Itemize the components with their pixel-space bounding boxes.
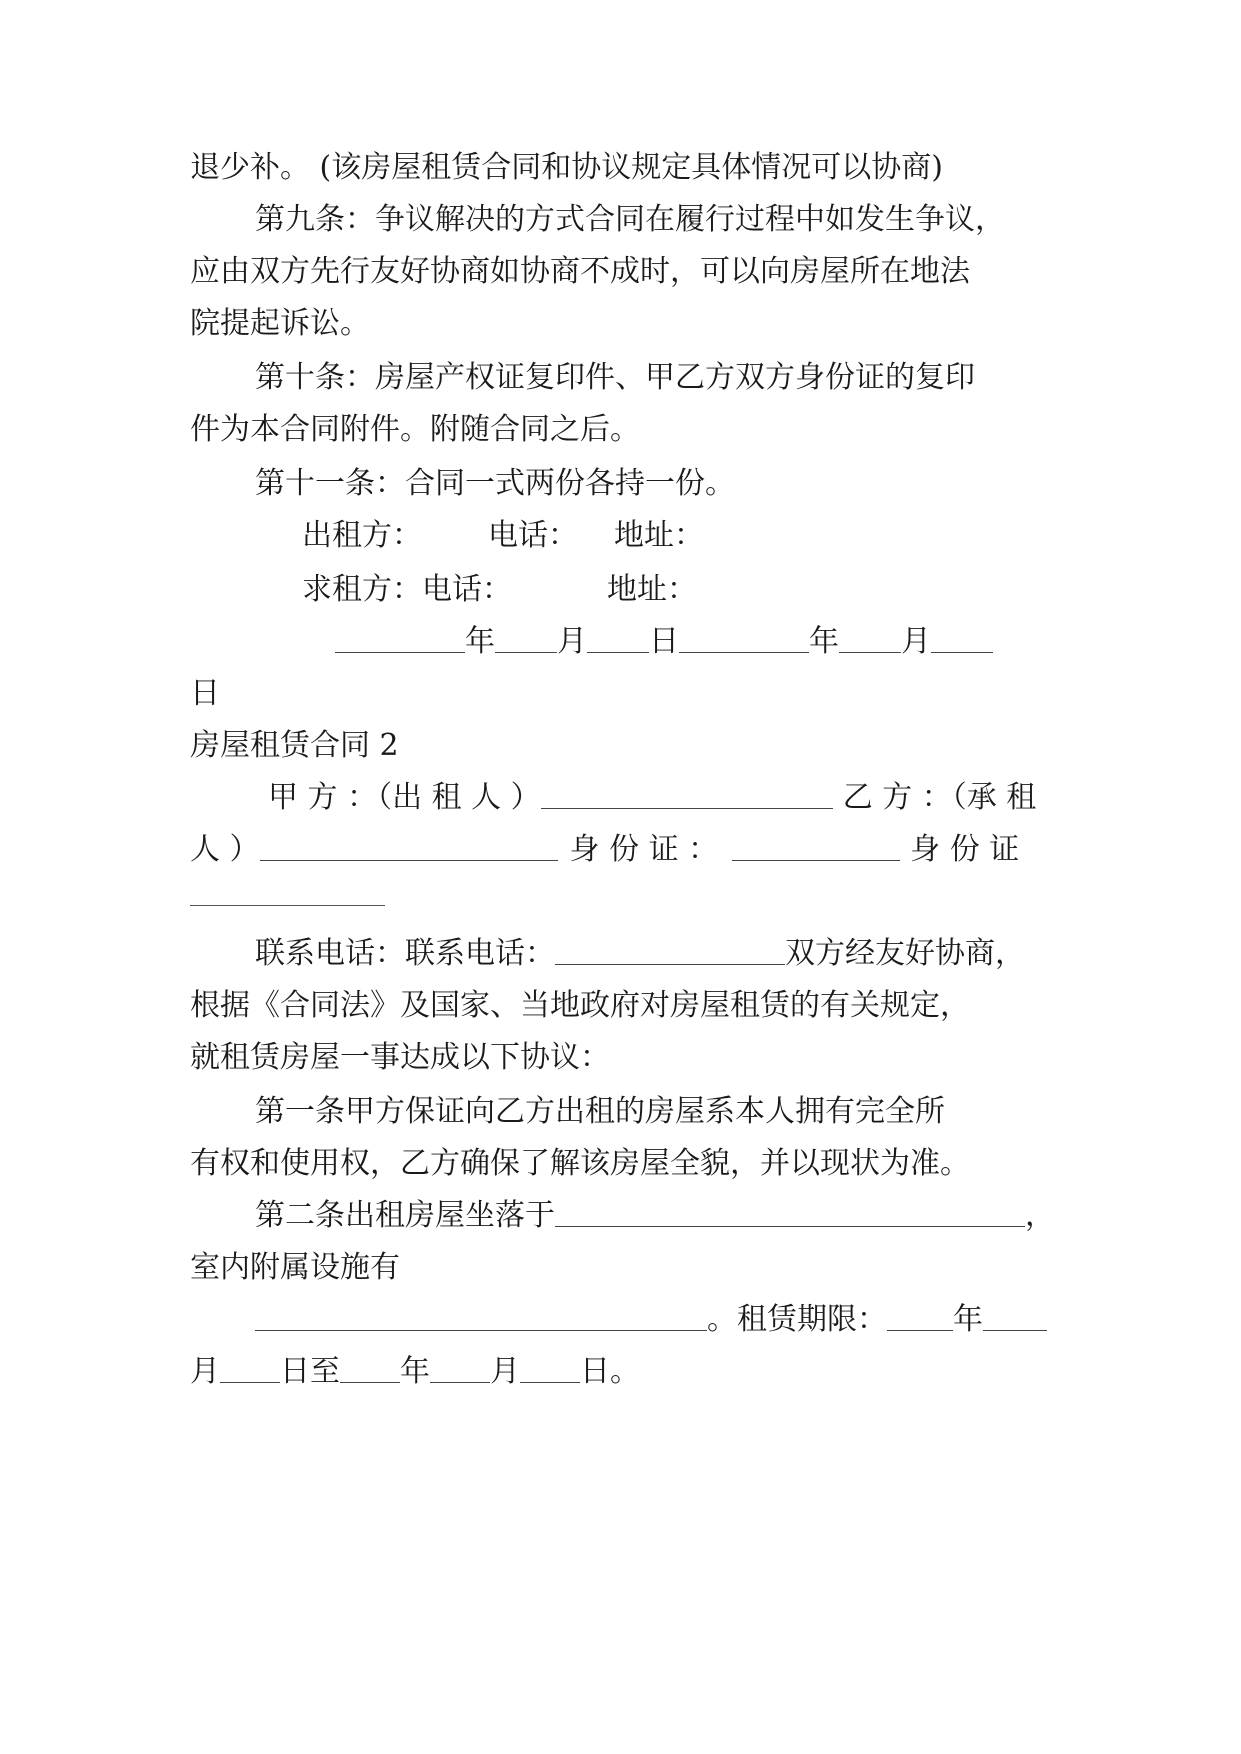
lessee-phone-label: 电话： [422,572,512,607]
lessor-signature-line [302,516,1162,556]
contact-line: 联系电话：联系电话： 双方经友好协商， [255,936,1025,971]
blank-field [931,626,993,653]
party-b-cont: 人 ） [190,832,260,867]
article-11-line: 第十一条：合同一式两份各持一份。 [255,466,735,501]
blank-field [260,834,558,861]
article-10-line: 第十条：房屋产权证复印件、甲乙方双方身份证的复印 [255,360,975,395]
text-line: 件为本合同附件。附随合同之后。 [190,412,640,447]
lessor-label: 出租方： [302,518,422,553]
blank-field [255,1304,707,1331]
text-line: 退少补。 (该房屋租赁合同和协议规定具体情况可以协商) [190,150,943,185]
article-2-line: 第二条出租房屋坐落于 ， [255,1198,1055,1233]
lessee-label: 求租方： [302,572,422,607]
blank-field [495,626,557,653]
blank-field [732,834,900,861]
lessee-signature-line [302,570,1162,610]
id-card-label: 身 份 证 [910,832,1020,867]
section-title: 房屋租赁合同 2 [190,728,399,763]
text-line: 应由双方先行友好协商如协商不成时，可以向房屋所在地法 [190,254,970,289]
blank-field [555,938,785,965]
party-line [268,778,1128,818]
text-line: 室内附属设施有 [190,1250,400,1285]
party-a-label: 甲 方 ：（出 租 人 ） [268,780,541,815]
text-line: 根据《合同法》及国家、当地政府对房屋租赁的有关规定， [190,988,970,1023]
blank-field [340,1356,400,1383]
contact-label: 联系电话：联系电话： [255,936,555,971]
lease-term-line: 月 日至 年 月 日。 [190,1354,640,1389]
blank-field [220,1356,280,1383]
blank-field [679,626,809,653]
article-9-line: 第九条：争议解决的方式合同在履行过程中如发生争议， [255,202,1005,237]
lease-term-line: 。租赁期限： 年 [255,1300,1115,1340]
text-line: 有权和使用权，乙方确保了解该房屋全貌，并以现状为准。 [190,1146,970,1181]
lessor-phone-label: 电话： [488,518,578,553]
text-line: 日 [190,676,220,711]
lessee-address-label: 地址： [607,572,697,607]
article-1-line: 第一条甲方保证向乙方出租的房屋系本人拥有完全所 [255,1094,945,1129]
party-b-label: 乙 方 ：（承 租 [842,780,1037,815]
text-line: 就租赁房屋一事达成以下协议： [190,1040,610,1075]
text-line: 院提起诉讼。 [190,306,370,341]
blank-field [555,1200,1025,1227]
blank-field [887,1304,953,1331]
blank-field [587,626,649,653]
blank-field [190,905,385,906]
blank-field [983,1304,1047,1331]
blank-field [520,1356,580,1383]
blank-field [839,626,901,653]
blank-field [430,1356,490,1383]
date-line: 年 月 日 年 月 [335,622,1195,662]
id-card-label: 身 份 证 ： [569,832,719,867]
lessor-address-label: 地址： [614,518,704,553]
party-line [190,830,1050,870]
blank-field [335,626,465,653]
blank-field [541,782,833,809]
